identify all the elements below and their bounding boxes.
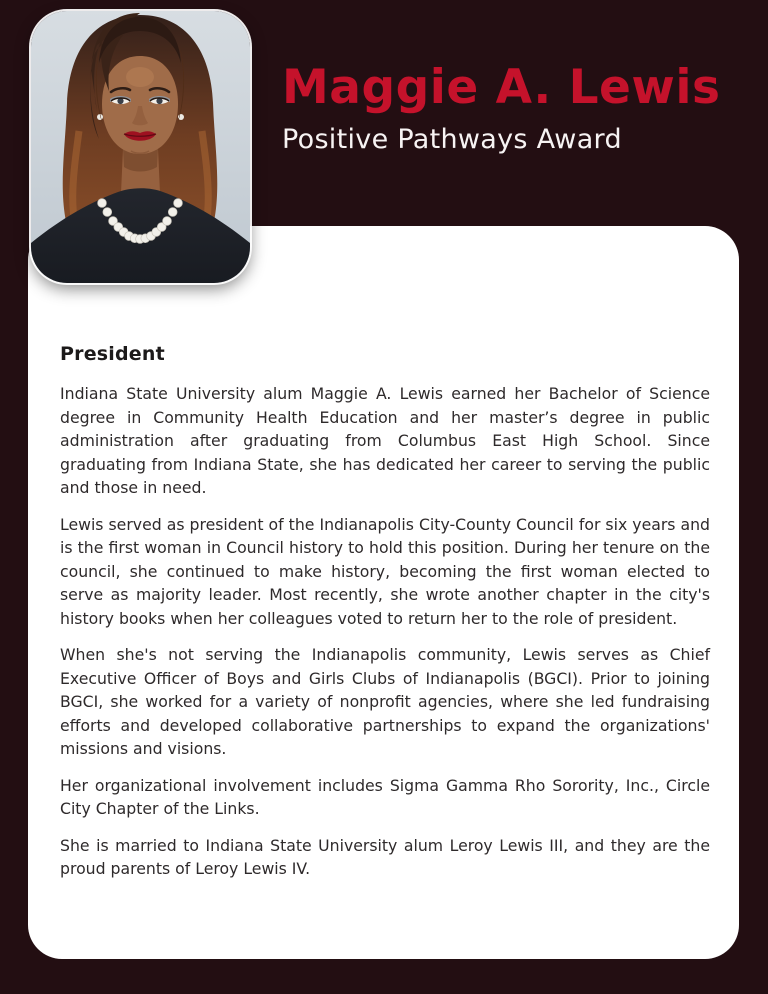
- award-subtitle: Positive Pathways Award: [282, 124, 622, 156]
- bio-paragraph: When she's not serving the Indianapolis community, Lewis serves as Chief Executive Officer of Boys and Girls Clubs of Indianapolis (BGCI). Prior to joining BGCI, she worked for a variety of nonprofit agencies, where she led fundraising efforts and developed collaborative partnerships to expand the organizations' missions and visions.: [60, 645, 710, 758]
- bio-paragraph: Indiana State University alum Maggie A. Lewis earned her Bachelor of Science degree in Community Health Education and her master’s degree in public administration after graduating from Columbus East High School. Since graduating from Indiana State, she has dedicated her career to serving the public and those in need.: [60, 384, 710, 497]
- bio-card: [28, 226, 739, 959]
- bio-paragraph: Her organizational involvement includes Sigma Gamma Rho Sorority, Inc., Circle City Chapter of the Links.: [60, 775, 710, 818]
- profile-photo: [31, 11, 250, 283]
- portrait-illustration: [31, 11, 250, 283]
- bio-paragraph: She is married to Indiana State University alum Leroy Lewis III, and they are the proud parents of Leroy Lewis IV.: [60, 835, 710, 878]
- bio-heading: President: [60, 343, 165, 365]
- header: [282, 60, 752, 155]
- page-title: Maggie A. Lewis: [282, 60, 721, 115]
- bio-paragraph: Lewis served as president of the Indianapolis City-County Council for six years and is the first woman in Council history to hold this position. During her tenure on the council, she continued to make history, becoming the first woman elected to serve as majority leader. Most recently, she wrote another chapter in the city's history books when her colleagues voted to return her to the role of president.: [60, 514, 710, 628]
